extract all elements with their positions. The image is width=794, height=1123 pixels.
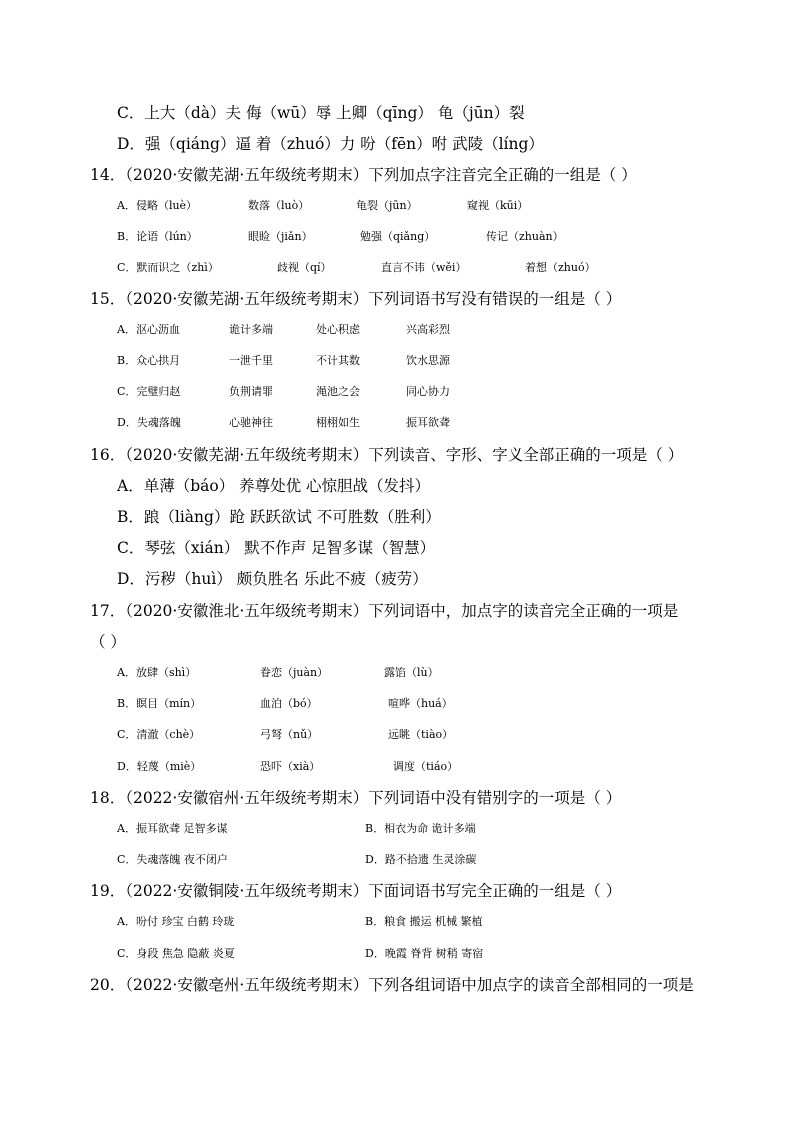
question-15: 15．（2020·安徽芜湖·五年级统考期末）下列词语书写没有错误的一组是（ ）	[90, 290, 622, 308]
q17-a-2: 眷恋（juàn）	[260, 666, 329, 679]
q17-d-1: D．轻蔑（miè）	[117, 760, 202, 773]
q15-d-2: 心驰神往	[229, 416, 273, 429]
q14-a-3: 龟裂（jūn）	[356, 199, 418, 212]
q15-a-1: A．沤心沥血	[117, 323, 180, 336]
q14-c-3: 直言不讳（wěi）	[381, 261, 467, 274]
q18-option-c: C．失魂落魄 夜不闭户	[117, 853, 228, 866]
q17-a-1: A．放肆（shì）	[117, 666, 197, 679]
q14-c-1: C．默而识之（zhì）	[117, 261, 219, 274]
q14-b-1: B．论语（lún）	[117, 230, 198, 243]
q14-a-2: 数落（luò）	[248, 199, 310, 212]
q14-c-4: 着想（zhuó）	[525, 261, 596, 274]
q14-b-3: 勉强（qiǎng）	[360, 230, 436, 243]
q15-a-2: 诡计多端	[229, 323, 273, 336]
q15-d-4: 振耳欲聋	[406, 416, 450, 429]
q15-c-4: 同心协力	[406, 385, 450, 398]
q17-a-3: 露馅（lù）	[384, 666, 439, 679]
q16-option-b: B．踉（liàng）跄 跃跃欲试 不可胜数（胜利）	[117, 508, 441, 526]
q15-b-1: B．众心拱月	[117, 354, 181, 367]
question-14: 14．（2020·安徽芜湖·五年级统考期末）下列加点字注音完全正确的一组是（ ）	[90, 166, 637, 184]
q17-c-3: 远眺（tiào）	[388, 728, 454, 741]
q19-option-b: B．粮食 搬运 机械 繁植	[365, 915, 483, 928]
q17-c-2: 弓弩（nǔ）	[260, 728, 319, 741]
option-c-prev: C．上大（dà）夫 侮（wū）辱 上卿（qīng） 龟（jūn）裂	[117, 104, 525, 122]
q18-option-a: A．振耳欲聋 足智多谋	[117, 822, 228, 835]
q15-c-3: 渑池之会	[316, 385, 360, 398]
q17-b-1: B．瞑目（mín）	[117, 697, 202, 710]
q15-d-3: 栩栩如生	[316, 416, 360, 429]
question-19: 19．（2022·安徽铜陵·五年级统考期末）下面词语书写完全正确的一组是（ ）	[90, 882, 622, 900]
q14-a-1: A．侵略（luè）	[117, 199, 198, 212]
q15-d-1: D．失魂落魄	[117, 416, 181, 429]
question-17: 17．（2020·安徽淮北·五年级统考期末）下列词语中，加点字的读音完全正确的一项是	[90, 602, 679, 620]
q16-option-d: D．污秽（huì） 颇负胜名 乐此不疲（疲劳）	[117, 570, 428, 588]
q17-b-3: 喧哗（huá）	[388, 697, 453, 710]
q15-b-4: 饮水思源	[406, 354, 450, 367]
q15-c-2: 负荆请罪	[229, 385, 273, 398]
q17-b-2: 血泊（bó）	[260, 697, 318, 710]
q17-d-2: 恐吓（xià）	[260, 760, 321, 773]
q17-d-3: 调度（tiáo）	[393, 760, 459, 773]
q15-a-3: 处心积虑	[316, 323, 360, 336]
q16-option-c: C．琴弦（xián） 默不作声 足智多谋（智慧）	[117, 539, 436, 557]
q14-a-4: 窥视（kūi）	[467, 199, 529, 212]
q15-a-4: 兴高彩烈	[406, 323, 450, 336]
option-d-prev: D．强（qiáng）逼 着（zhuó）力 吩（fēn）咐 武陵（líng）	[117, 135, 544, 153]
question-17-answer-blank: （ ）	[90, 633, 126, 651]
q16-option-a: A．单薄（báo） 养尊处优 心惊胆战（发抖）	[117, 477, 431, 495]
q14-b-2: 眼睑（jiǎn）	[248, 230, 313, 243]
q14-c-2: 歧视（qí）	[277, 261, 332, 274]
q19-option-c: C．身段 焦急 隐蔽 炎夏	[117, 947, 235, 960]
question-20: 20．（2022·安徽亳州·五年级统考期末）下列各组词语中加点字的读音全部相同的一项是	[90, 976, 694, 994]
q15-c-1: C．完璧归赵	[117, 385, 181, 398]
question-16: 16．（2020·安徽芜湖·五年级统考期末）下列读音、字形、字义全部正确的一项是（ ）	[90, 446, 684, 464]
q17-c-1: C．清澈（chè）	[117, 728, 201, 741]
q18-option-b: B．相衣为命 诡计多端	[365, 822, 476, 835]
q14-b-4: 传记（zhuàn）	[486, 230, 564, 243]
q19-option-d: D．晚霞 脊背 树稍 寄宿	[365, 947, 484, 960]
q15-b-3: 不计其数	[316, 354, 360, 367]
question-18: 18．（2022·安徽宿州·五年级统考期末）下列词语中没有错别字的一项是（ ）	[90, 789, 622, 807]
q15-b-2: 一泄千里	[229, 354, 273, 367]
q18-option-d: D．路不拾遗 生灵涂碳	[365, 853, 477, 866]
q19-option-a: A．吩付 珍宝 白鹤 玲珑	[117, 915, 235, 928]
